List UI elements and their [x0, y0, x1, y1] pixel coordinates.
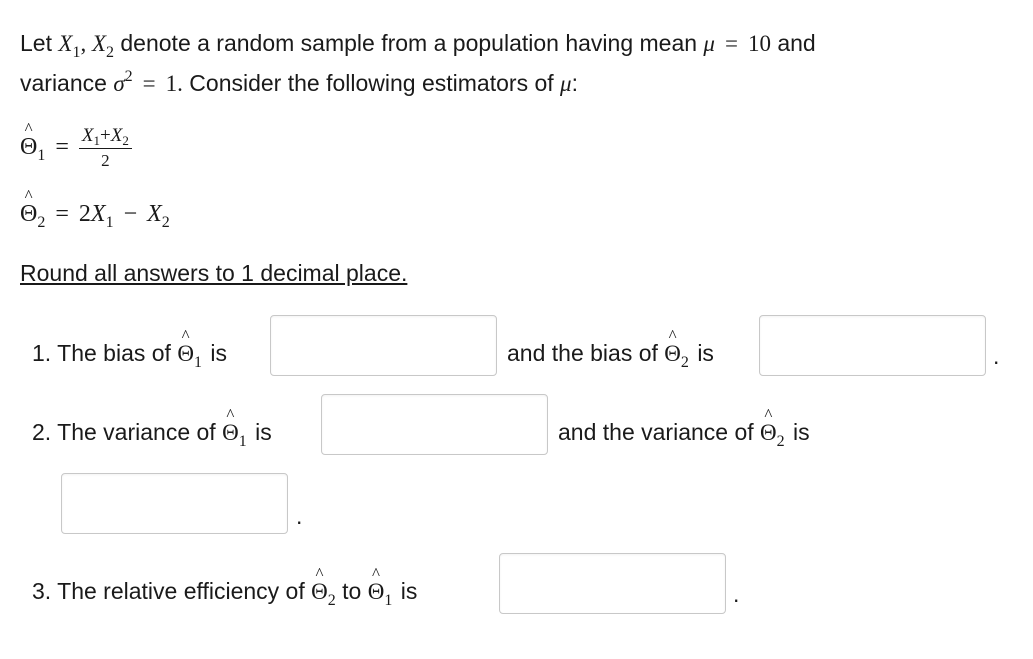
q3-text: 3. The relative efficiency of	[32, 578, 312, 604]
var-x2	[91, 31, 114, 61]
comma: ,	[80, 31, 92, 56]
theta-hat: ^ Θ	[20, 134, 37, 161]
q2-is: is	[793, 419, 810, 445]
var-x: X	[58, 31, 73, 56]
q1-period: .	[993, 343, 1000, 369]
q3-to: to	[335, 578, 368, 604]
subscript: 2	[776, 433, 785, 450]
intro-text: denote a random sample from a population having mean	[114, 30, 704, 56]
q1-is: is	[697, 340, 714, 366]
bias-theta1-input[interactable]	[270, 315, 497, 376]
intro-text: Consider the following estimators of	[182, 70, 561, 96]
variance-theta1-input[interactable]	[321, 394, 548, 455]
theta-hat: ^ Θ	[368, 579, 385, 605]
var-x1	[58, 31, 81, 61]
var-x: X	[110, 125, 123, 146]
subscript: 2	[106, 44, 114, 61]
equals-sign: =	[55, 134, 69, 161]
subscript: 2	[161, 214, 170, 231]
relative-efficiency-input[interactable]	[499, 553, 726, 614]
subscript: 1	[193, 354, 202, 371]
theta-hat: ^ Θ	[177, 341, 194, 367]
minus-sign: −	[123, 201, 138, 227]
subscript: 1	[37, 147, 46, 165]
estimator-2-equation	[20, 200, 170, 231]
q3-is: is	[400, 578, 418, 604]
equals-sign: =	[142, 71, 156, 96]
variance-theta2-input[interactable]	[61, 473, 288, 534]
fraction-denominator: 2	[101, 151, 110, 170]
mu-symbol: μ	[560, 71, 572, 96]
equals-sign: =	[724, 31, 738, 56]
intro-text: Let	[20, 30, 59, 56]
var-x: X	[147, 201, 162, 227]
coefficient: 2	[78, 201, 91, 227]
q1-prefix	[32, 340, 227, 371]
subscript: 1	[238, 433, 247, 450]
intro-text: and	[770, 30, 816, 56]
q2-text: 2. The variance of	[32, 419, 223, 445]
theta-hat: ^ Θ	[664, 341, 681, 367]
intro-line-2	[20, 70, 578, 97]
subscript: 2	[680, 354, 689, 371]
subscript: 1	[72, 44, 81, 61]
estimator-1-equation	[20, 125, 132, 171]
q2-prefix	[32, 419, 272, 450]
intro-text: variance	[20, 70, 114, 96]
subscript: 1	[105, 214, 114, 231]
theta-hat: ^ Θ	[760, 420, 777, 446]
var-x: X	[90, 201, 106, 227]
q1-text: and the bias of	[507, 340, 665, 366]
q3-period: .	[733, 581, 740, 607]
fraction-numerator	[79, 125, 132, 149]
variance-value: 1.	[165, 71, 183, 96]
plus-sign: +	[100, 125, 111, 146]
fraction	[79, 125, 132, 171]
q1-text: 1. The bias of	[32, 340, 178, 366]
colon: :	[571, 70, 578, 96]
sigma: σ	[113, 71, 125, 96]
theta-hat: ^ Θ	[20, 201, 37, 228]
equals-sign: =	[55, 201, 69, 227]
q2-mid	[558, 419, 810, 450]
mean-value: 10	[747, 31, 771, 56]
mu-symbol: μ	[703, 31, 715, 56]
subscript: 2	[122, 133, 129, 148]
var-x: X	[81, 125, 94, 146]
theta-hat: ^ Θ	[311, 579, 328, 605]
q2-text: and the variance of	[558, 419, 761, 445]
q1-mid	[507, 340, 714, 371]
q1-is: is	[210, 340, 227, 366]
subscript: 1	[93, 133, 100, 148]
q2-period: .	[296, 503, 303, 529]
theta-hat: ^ Θ	[222, 420, 239, 446]
intro-line-1	[20, 30, 816, 61]
bias-theta2-input[interactable]	[759, 315, 986, 376]
superscript: 2	[124, 68, 133, 85]
sigma-symbol	[113, 68, 133, 96]
rounding-instruction: Round all answers to 1 decimal place.	[20, 260, 408, 286]
subscript: 2	[37, 214, 46, 231]
q3-prefix	[32, 578, 418, 609]
var-x: X	[91, 31, 106, 56]
subscript: 2	[327, 592, 336, 609]
q2-is: is	[255, 419, 272, 445]
subscript: 1	[384, 592, 393, 609]
